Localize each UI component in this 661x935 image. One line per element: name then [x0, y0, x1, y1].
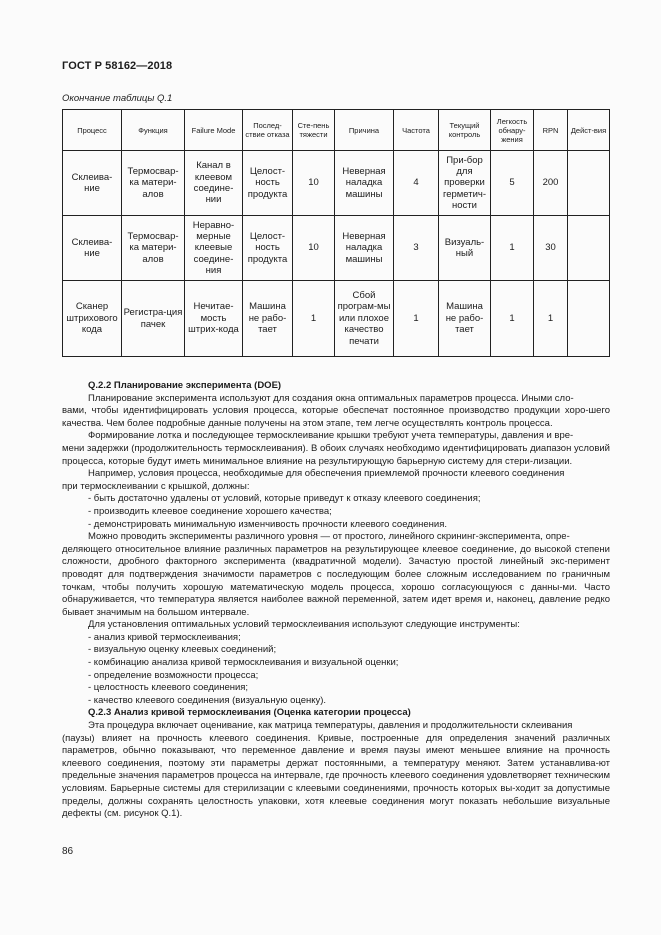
table-cell: Машина не рабо-тает	[243, 281, 293, 357]
list-item: - комбинацию анализа кривой термосклеивания и визуальной оценки;	[88, 657, 399, 669]
paragraph: деляющего относительное влияние различных параметров на результирующее клеевое соединение, до высокой степени сложности, дробного факторного эксперимента (квадратичной модели). Зачастую простой линейный экс-перимент проводят для подтверждения значимости параметров с последующим более сложным исследованием по граничным точкам, чтобы получить хорошую математическую модель процесса, хорошо согласующуюся с данны-ми. Часто обнаруживается, что температура является наиболее важной переменной, затем идет время и, наконец, давление редко бывает значимым на большом интервале.	[62, 543, 610, 618]
fmea-table	[62, 109, 610, 357]
th-process: Процесс	[63, 110, 122, 151]
th-occurrence: Частота	[394, 110, 439, 151]
table-cell: Сбой програм-мы или плохое качество печати	[335, 281, 394, 357]
paragraph: (паузы) влияет на прочность клеевого соединения. Кривые, построенные для определения значений различных параметров, обычно показывают, что переменное давление и время паузы имеют меньшее влияние на прочность клеевого соединения, поэтому эти параметры держат постоянными, а температуру меняют. Затем устанавлива-ют предельные значения параметров процесса на интервале, где прочность клеевого соединения удовлетворяет техническим условиям. Барьерные системы для стерилизации с клеевыми соединениями, прочность которых вы-ходит за допустимые пределы, должны сохранять целостность упаковки, хотя клеевые соединения могут показать небольшие визуальные дефекты (см. рисунок Q.1).	[62, 732, 610, 820]
list-item: - быть достаточно удалены от условий, которые приведут к отказу клеевого соединения;	[88, 493, 481, 505]
page-number: 86	[62, 846, 74, 857]
table-row	[63, 281, 610, 357]
table-cell: 1	[394, 281, 439, 357]
table-cell: Визуаль-ный	[439, 216, 491, 281]
th-cause: Причина	[335, 110, 394, 151]
table-cell: Термосвар-ка матери-алов	[122, 216, 185, 281]
table-cell: 1	[293, 281, 335, 357]
th-effect: Послед-ствие отказа	[243, 110, 293, 151]
table-cell: 10	[293, 216, 335, 281]
table-cell: Целост-ность продукта	[243, 216, 293, 281]
paragraph: вами, чтобы идентифицировать условия процесса, которые обеспечат постоянное производство продукции хоро-шего качества. Чем более подробные данные получены на этом этапе, тем легче осуществлять контроль процесса.	[62, 405, 610, 429]
paragraph: Например, условия процесса, необходимые для обеспечения приемлемой прочности клеевого соединения	[88, 468, 565, 480]
th-actions: Дейст-вия	[568, 110, 610, 151]
table-cell: 10	[293, 151, 335, 216]
table-cell	[568, 216, 610, 281]
paragraph: Планирование эксперимента используют для создания окна оптимальных параметров процесса. Иными сло-	[88, 392, 574, 404]
th-current-control: Текущий контроль	[439, 110, 491, 151]
table-cell: Целост-ность продукта	[243, 151, 293, 216]
paragraph: Можно проводить эксперименты различного уровня — от простого, линейного скрининг-эксперимента, опре-	[88, 531, 570, 543]
paragraph: мени задержки (продолжительность термосклеивания). В обоих случаях необходимо идентифицировать диапазон условий процесса, которые будут иметь минимальное влияние на результирующую барьерную систему для стери-лизации.	[62, 442, 610, 467]
table-cell: Нечитае-мость штрих-кода	[185, 281, 243, 357]
th-function: Функция	[122, 110, 185, 151]
table-cell: Склеива-ние	[63, 151, 122, 216]
list-item: - качество клеевого соединения (визуальную оценку).	[88, 694, 327, 706]
table-cell: 30	[534, 216, 568, 281]
paragraph: при термосклеивании с крышкой, должны:	[62, 480, 250, 492]
th-rpn: RPN	[534, 110, 568, 151]
paragraph: Эта процедура включает оценивание, как матрица температуры, давления и продолжительности склеивания	[88, 720, 573, 732]
table-cell: При-бор для проверки герметич-ности	[439, 151, 491, 216]
table-cell: 200	[534, 151, 568, 216]
table-cell: Склеива-ние	[63, 216, 122, 281]
th-failure-mode: Failure Mode	[185, 110, 243, 151]
section-title: Q.2.3 Анализ кривой термосклеивания (Оценка категории процесса)	[88, 707, 411, 719]
list-item: - целостность клеевого соединения;	[88, 682, 249, 694]
list-item: - определение возможности процесса;	[88, 669, 259, 681]
table-cell: Машина не рабо-тает	[439, 281, 491, 357]
table-cell: Неравно-мерные клеевые соедине-ния	[185, 216, 243, 281]
th-severity: Сте-пень тяжести	[293, 110, 335, 151]
table-cell: Неверная наладка машины	[335, 216, 394, 281]
table-cell: 5	[491, 151, 534, 216]
list-item: - визуальную оценку клеевых соединений;	[88, 644, 277, 656]
body-text	[62, 380, 610, 821]
paragraph: Формирование лотка и последующее термосклеивание крышки требуют учета температуры, давления и вре-	[88, 430, 574, 442]
table-cell: 1	[491, 216, 534, 281]
table-cell: Канал в клеевом соедине-нии	[185, 151, 243, 216]
table-cell: 1	[491, 281, 534, 357]
table-cell: Сканер штрихового кода	[63, 281, 122, 357]
table-cell: Термосвар-ка матери-алов	[122, 151, 185, 216]
table-row	[63, 216, 610, 281]
paragraph: Для установления оптимальных условий термосклеивания используют следующие инструменты:	[88, 619, 520, 631]
table-cell	[568, 281, 610, 357]
table-cell: 3	[394, 216, 439, 281]
table-cell: 4	[394, 151, 439, 216]
list-item: - анализ кривой термосклеивания;	[88, 631, 241, 643]
section-title: Q.2.2 Планирование эксперимента (DOE)	[88, 380, 282, 391]
document-header: ГОСТ Р 58162—2018	[62, 60, 173, 72]
table-cell: Регистра-ция пачек	[122, 281, 185, 357]
table-caption: Окончание таблицы Q.1	[62, 93, 173, 104]
list-item: - производить клеевое соединение хорошего качества;	[88, 505, 332, 517]
list-item: - демонстрировать минимальную изменчивость прочности клеевого соединения.	[88, 518, 447, 530]
th-detection: Легкость обнару-жения	[491, 110, 534, 151]
table-cell: Неверная наладка машины	[335, 151, 394, 216]
table-row	[63, 151, 610, 216]
table-header-row	[63, 110, 610, 151]
table-cell: 1	[534, 281, 568, 357]
table-cell	[568, 151, 610, 216]
